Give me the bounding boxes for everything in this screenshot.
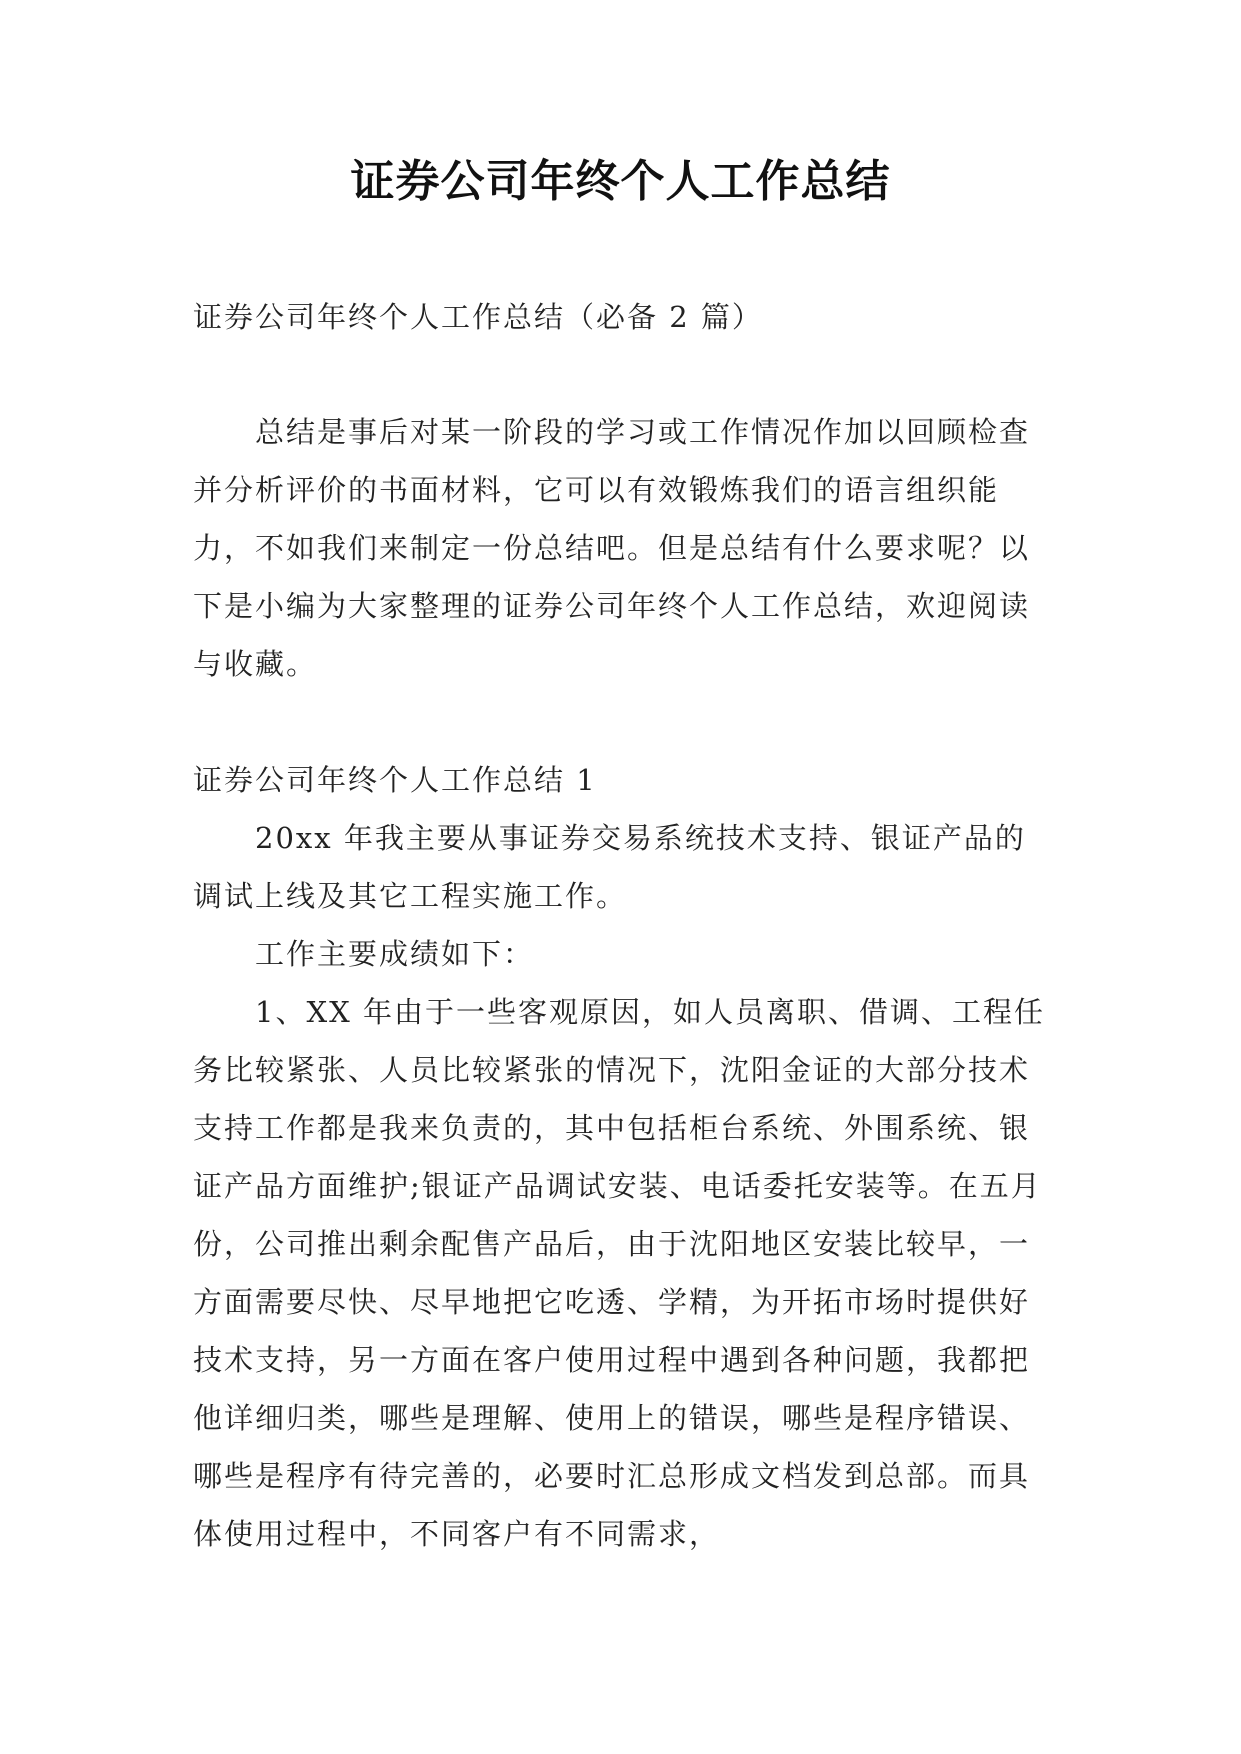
section-heading-1: 证券公司年终个人工作总结 1 (193, 763, 597, 797)
paragraph-3: 1、XX 年由于一些客观原因，如人员离职、借调、工程任务比较紧张、人员比较紧张的情况下，沈阳金证的大部分技术支持工作都是我来负责的，其中包括柜台系统、外围系统、银证产品方面维护;银证产品调试安装、电话委托安装等。在五月份，公司推出剩余配售产品后，由于沈阳地区安装比较早，一方面需要尽快、尽早地把它吃透、学精，为开拓市场时提供好技术支持，另一方面在客户使用过程中遇到各种问题，我都把他详细归类，哪些是理解、使用上的错误，哪些是程序错误、哪些是程序有待完善的，必要时汇总形成文档发到总部。而具体使用过程中，不同客户有不同需求， (193, 995, 1045, 1551)
document-subtitle: 证券公司年终个人工作总结（必备 2 篇） (193, 300, 763, 334)
paragraph-1: 20xx 年我主要从事证券交易系统技术支持、银证产品的调试上线及其它工程实施工作。 (193, 821, 1026, 913)
section-body-1 (193, 809, 1053, 1563)
page-title: 证券公司年终个人工作总结 (350, 156, 891, 207)
intro-paragraph: 总结是事后对某一阶段的学习或工作情况作加以回顾检查并分析评价的书面材料，它可以有效锻炼我们的语言组织能力，不如我们来制定一份总结吧。但是总结有什么要求呢？以下是小编为大家整理的证券公司年终个人工作总结，欢迎阅读与收藏。 (193, 415, 1031, 681)
paragraph-2: 工作主要成绩如下： (255, 937, 535, 971)
